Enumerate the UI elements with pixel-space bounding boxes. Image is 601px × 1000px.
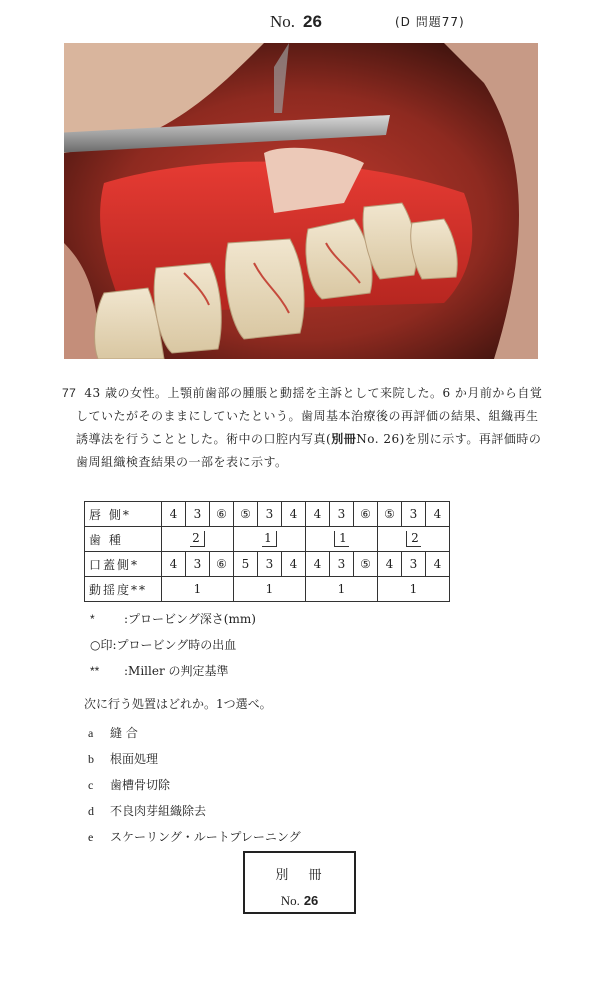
palatal-cell: 3 bbox=[330, 552, 354, 577]
palatal-cell: 3 bbox=[258, 552, 282, 577]
labial-cell: 3 bbox=[402, 502, 426, 527]
tooth-label: 歯 種 bbox=[85, 527, 162, 552]
labial-cell: 3 bbox=[186, 502, 210, 527]
mobility-cell: 1 bbox=[378, 577, 450, 602]
question-number: 77 bbox=[62, 386, 77, 400]
labial-cell: 4 bbox=[426, 502, 450, 527]
mobility-row bbox=[85, 577, 450, 602]
palatal-label: 口蓋側* bbox=[85, 552, 162, 577]
labial-row bbox=[85, 502, 450, 527]
tooth-notation: 2 bbox=[190, 531, 205, 547]
tooth-notation: 1 bbox=[334, 531, 349, 547]
labial-cell: 3 bbox=[330, 502, 354, 527]
labial-cell: 4 bbox=[306, 502, 330, 527]
mobility-cell: 1 bbox=[306, 577, 378, 602]
palatal-cell: 4 bbox=[426, 552, 450, 577]
tooth-notation: 2 bbox=[406, 531, 421, 547]
question-prompt: 次に行う処置はどれか。1つ選べ。 bbox=[84, 697, 272, 711]
palatal-row bbox=[85, 552, 450, 577]
question-reference: (D 問題77) bbox=[395, 15, 465, 29]
labial-cell: ⑤ bbox=[378, 502, 402, 527]
palatal-cell: 4 bbox=[282, 552, 306, 577]
periodontal-exam-table bbox=[84, 501, 450, 602]
palatal-cell: 4 bbox=[306, 552, 330, 577]
question-paragraph: 77 43 歳の女性。上顎前歯部の腫脹と動揺を主訴として来院した。6 か月前から自覚していたがそのままにしていたという。歯周基本治療後の再評価の結果、組織再生誘導法を行うこととした。術中の口腔内写真(別冊No. 26)を別に示す。再評価時の歯周組織検査結果の一部を表に示す。 bbox=[62, 386, 543, 469]
labial-cell: 4 bbox=[282, 502, 306, 527]
page-number: No. 26 bbox=[270, 12, 322, 31]
labial-label: 唇 側* bbox=[85, 502, 162, 527]
labial-cell: 4 bbox=[162, 502, 186, 527]
labial-cell: 3 bbox=[258, 502, 282, 527]
page-header bbox=[0, 10, 601, 36]
palatal-cell: 3 bbox=[402, 552, 426, 577]
palatal-cell: ⑥ bbox=[210, 552, 234, 577]
labial-cell: ⑤ bbox=[234, 502, 258, 527]
question-stem bbox=[62, 382, 547, 474]
palatal-cell: 5 bbox=[234, 552, 258, 577]
choice-b[interactable]: b 根面処理 bbox=[88, 752, 159, 766]
choice-a[interactable]: a 縫 合 bbox=[88, 726, 138, 740]
tooth-cell bbox=[234, 527, 306, 552]
choice-d[interactable]: d 不良肉芽組織除去 bbox=[88, 804, 207, 818]
mobility-cell: 1 bbox=[162, 577, 234, 602]
tooth-cell bbox=[306, 527, 378, 552]
note-bleeding: ○印:プロービング時の出血 bbox=[90, 638, 237, 652]
appendix-box bbox=[243, 851, 356, 914]
tooth-cell bbox=[162, 527, 234, 552]
tooth-cell bbox=[378, 527, 450, 552]
choice-e[interactable]: e スケーリング・ルートプレーニング bbox=[88, 830, 301, 844]
palatal-cell: ⑤ bbox=[354, 552, 378, 577]
mobility-label: 動揺度** bbox=[85, 577, 162, 602]
palatal-cell: 4 bbox=[162, 552, 186, 577]
labial-cell: ⑥ bbox=[210, 502, 234, 527]
table-notes bbox=[90, 606, 256, 684]
note-probing-depth: * :プロービング深さ(mm) bbox=[90, 612, 256, 626]
labial-cell: ⑥ bbox=[354, 502, 378, 527]
tooth-notation: 1 bbox=[262, 531, 277, 547]
tooth-row bbox=[85, 527, 450, 552]
intraoral-photo-drawing bbox=[64, 43, 538, 359]
intraoral-photo bbox=[64, 43, 538, 359]
palatal-cell: 3 bbox=[186, 552, 210, 577]
mobility-cell: 1 bbox=[234, 577, 306, 602]
palatal-cell: 4 bbox=[378, 552, 402, 577]
appendix-number: No. 26 bbox=[280, 893, 319, 908]
note-mobility-criteria: ** :Miller の判定基準 bbox=[90, 664, 229, 678]
appendix-title: 別 冊 bbox=[275, 868, 330, 883]
choice-c[interactable]: c 歯槽骨切除 bbox=[88, 778, 171, 792]
answer-choices bbox=[88, 720, 301, 850]
